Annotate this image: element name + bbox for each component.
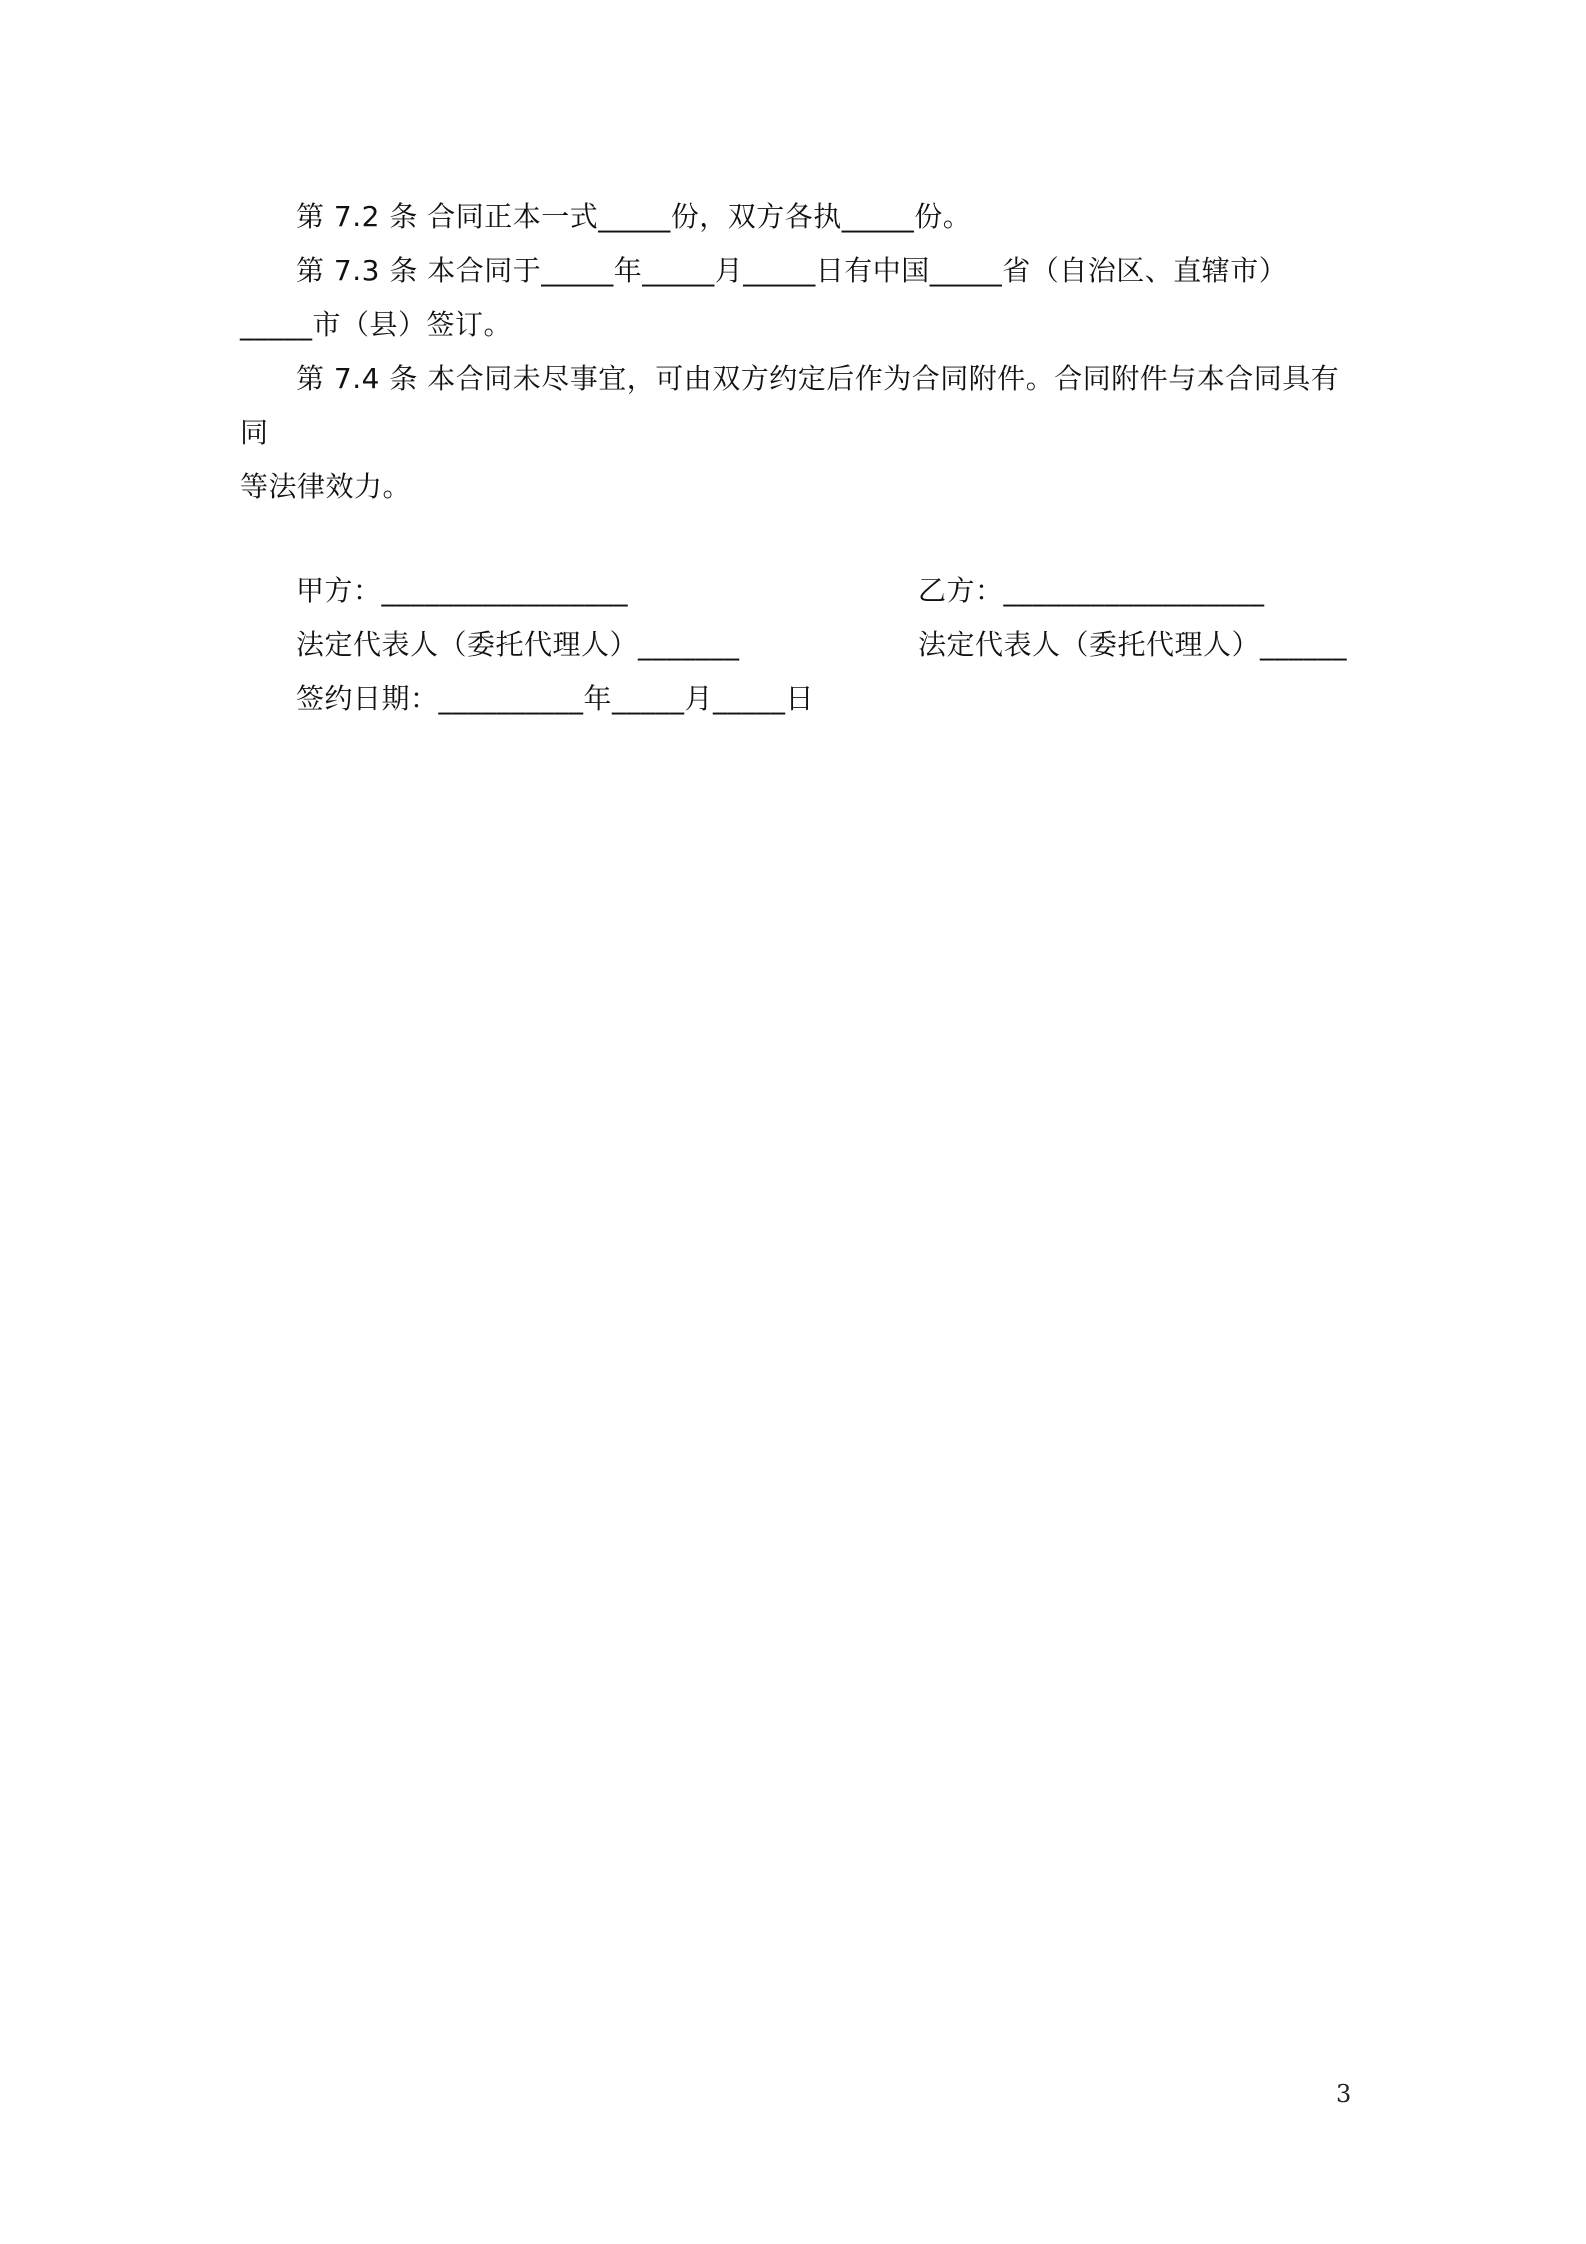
party-b-representative: 法定代表人（委托代理人）______ xyxy=(918,628,1348,661)
clause-7-3-line1: 第 7.3 条 本合同于_____年_____月_____日有中国_____省（自治区、直辖市） xyxy=(296,254,1288,287)
clause-7-4-line1: 第 7.4 条 本合同未尽事宜，可由双方约定后作为合同附件。合同附件与本合同具有同 xyxy=(240,362,1340,449)
party-a-field: 甲方：_________________ xyxy=(296,574,629,607)
page-number: 3 xyxy=(1336,2080,1352,2108)
clause-7-2 xyxy=(240,190,1350,244)
clause-7-4 xyxy=(240,352,1350,514)
clause-7-2-text: 第 7.2 条 合同正本一式_____份，双方各执_____份。 xyxy=(296,200,972,233)
clause-7-4-line2: 等法律效力。 xyxy=(240,470,412,503)
clause-7-3-line2: _____市（县）签订。 xyxy=(240,308,513,341)
party-b-field: 乙方：__________________ xyxy=(918,574,1265,607)
clause-7-3 xyxy=(240,244,1350,352)
party-a-representative: 法定代表人（委托代理人）_______ xyxy=(296,628,740,661)
signing-date: 签约日期：__________年_____月_____日 xyxy=(296,682,815,715)
